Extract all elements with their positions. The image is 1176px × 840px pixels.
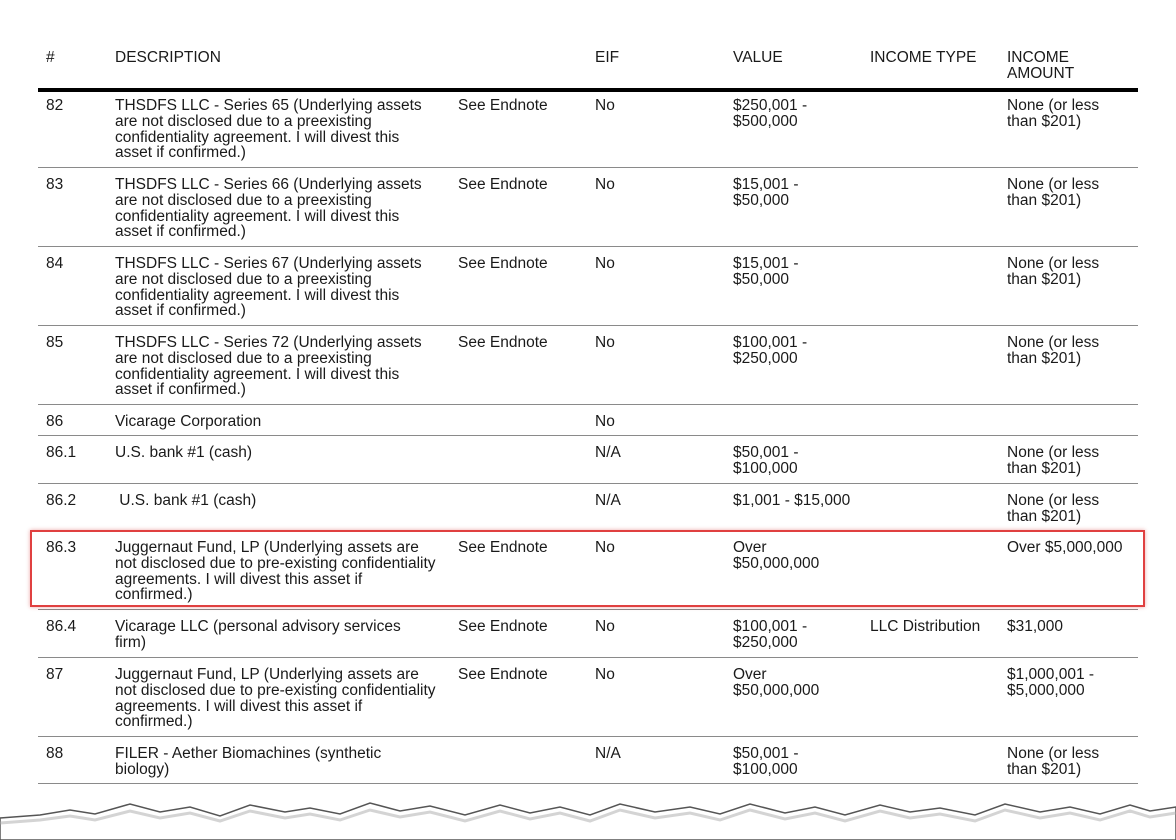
row-eif: N/A <box>595 492 621 509</box>
row-income-amount-line: $5,000,000 <box>1007 681 1085 699</box>
torn-edge <box>0 790 1176 840</box>
row-description-line: Juggernaut Fund, LP (Underlying assets are <box>115 666 419 683</box>
row-value-line: $50,000,000 <box>733 554 820 572</box>
row-income-amount <box>1007 98 1099 130</box>
row-value-line: $50,000 <box>733 270 790 288</box>
row-description-line: asset if confirmed.) <box>115 223 246 241</box>
row-income-amount-line: None (or less <box>1007 745 1100 762</box>
row-eif: No <box>595 334 615 351</box>
row-value <box>733 619 807 651</box>
row-description <box>115 98 422 161</box>
row-num: 88 <box>46 745 64 762</box>
row-value <box>733 667 819 699</box>
row-description-line: are not disclosed due to a preexisting <box>115 349 372 367</box>
header-description: DESCRIPTION <box>115 49 221 66</box>
row-description-line: Vicarage LLC (personal advisory services <box>115 618 401 635</box>
row-value-line: $50,001 - <box>733 444 799 461</box>
row-num: 87 <box>46 666 64 683</box>
table-row <box>38 167 1138 247</box>
row-income-amount-line: None (or less <box>1007 444 1100 461</box>
row-description-line: confidentiality agreement. I will divest this <box>115 286 400 304</box>
row-income-amount <box>1007 493 1099 525</box>
row-description <box>115 177 422 240</box>
row-note: See Endnote <box>458 618 548 635</box>
row-value-line: Over <box>733 539 767 556</box>
row-note: See Endnote <box>458 334 548 351</box>
row-description-line: not disclosed due to pre-existing confidentiality <box>115 681 436 699</box>
header-value: VALUE <box>733 49 783 66</box>
row-value-line: $100,001 - <box>733 618 808 635</box>
table-row <box>38 435 1138 484</box>
row-description-line: are not disclosed due to a preexisting <box>115 112 372 130</box>
table-row <box>38 657 1138 737</box>
row-income-amount-line: None (or less <box>1007 176 1100 193</box>
row-num: 83 <box>46 176 64 193</box>
row-value-line: Over <box>733 666 767 683</box>
row-description-line: confirmed.) <box>115 713 193 731</box>
row-num: 86.4 <box>46 618 77 635</box>
row-description-line: FILER - Aether Biomachines (synthetic <box>115 745 382 762</box>
row-income-amount-line: None (or less <box>1007 255 1100 272</box>
row-num: 86.1 <box>46 444 77 461</box>
row-eif: No <box>595 539 615 556</box>
row-description-line: confirmed.) <box>115 586 193 604</box>
row-value-line: $100,000 <box>733 459 798 477</box>
row-income-amount-line: than $201) <box>1007 112 1082 130</box>
row-description <box>115 493 256 509</box>
row-value-line: $500,000 <box>733 112 798 130</box>
row-description-line: agreements. I will divest this asset if <box>115 697 363 715</box>
row-description-line: THSDFS LLC - Series 65 (Underlying assets <box>115 97 422 114</box>
row-description-line: confidentiality agreement. I will divest this <box>115 207 400 225</box>
header-income-amount-line: INCOME <box>1007 49 1069 66</box>
row-value <box>733 746 799 778</box>
row-value-line: $50,001 - <box>733 745 799 762</box>
row-description <box>115 619 401 651</box>
row-description-line: Vicarage Corporation <box>115 413 262 430</box>
row-income-amount-line: None (or less <box>1007 334 1100 351</box>
row-income-amount <box>1007 619 1063 635</box>
row-note: See Endnote <box>458 539 548 556</box>
row-description-line: Juggernaut Fund, LP (Underlying assets are <box>115 539 419 556</box>
row-income-amount-line: than $201) <box>1007 507 1082 525</box>
row-value-line: $50,000,000 <box>733 681 820 699</box>
table-row <box>38 736 1138 784</box>
row-description <box>115 746 381 778</box>
row-value-line: $50,000 <box>733 191 790 209</box>
header-num: # <box>46 49 55 66</box>
row-value-line: $100,000 <box>733 760 798 778</box>
row-note: See Endnote <box>458 97 548 114</box>
row-description-line: THSDFS LLC - Series 67 (Underlying assets <box>115 255 422 272</box>
row-description <box>115 256 422 319</box>
row-income-amount-line: None (or less <box>1007 492 1100 509</box>
row-income-amount-line: than $201) <box>1007 459 1082 477</box>
row-note: See Endnote <box>458 255 548 272</box>
row-num: 82 <box>46 97 64 114</box>
row-income-amount-line: than $201) <box>1007 270 1082 288</box>
row-value-line: $15,001 - <box>733 176 799 193</box>
row-income-amount <box>1007 177 1099 209</box>
row-income-amount <box>1007 667 1094 699</box>
row-num: 84 <box>46 255 64 272</box>
row-eif: No <box>595 97 615 114</box>
row-value-line: $1,001 - $15,000 <box>733 492 851 509</box>
row-income-amount-line: than $201) <box>1007 349 1082 367</box>
table-row <box>38 246 1138 326</box>
row-note: See Endnote <box>458 176 548 193</box>
row-description-line: are not disclosed due to a preexisting <box>115 270 372 288</box>
row-num: 86 <box>46 413 64 430</box>
row-description-line: firm) <box>115 633 146 651</box>
row-description <box>115 445 252 461</box>
row-income-amount-line: $1,000,001 - <box>1007 666 1095 683</box>
header-eif: EIF <box>595 49 620 66</box>
highlight-box <box>30 530 1145 607</box>
row-income-amount <box>1007 746 1099 778</box>
row-description-line: confidentiality agreement. I will divest this <box>115 365 400 383</box>
row-description <box>115 414 261 430</box>
row-income-amount-line: than $201) <box>1007 760 1082 778</box>
row-value-line: $15,001 - <box>733 255 799 272</box>
row-description <box>115 335 422 398</box>
row-description-line: U.S. bank #1 (cash) <box>115 492 257 509</box>
table-row <box>38 325 1138 405</box>
row-value-line: $250,000 <box>733 349 798 367</box>
row-income-amount-line: than $201) <box>1007 191 1082 209</box>
row-description-line: are not disclosed due to a preexisting <box>115 191 372 209</box>
row-num: 85 <box>46 334 64 351</box>
row-description-line: biology) <box>115 760 170 778</box>
row-eif: No <box>595 413 615 430</box>
row-eif: N/A <box>595 444 621 461</box>
row-num: 86.2 <box>46 492 77 509</box>
row-eif: No <box>595 176 615 193</box>
row-value <box>733 493 850 509</box>
row-note: See Endnote <box>458 666 548 683</box>
row-value <box>733 98 807 130</box>
row-value-line: $100,001 - <box>733 334 808 351</box>
header-income-amount <box>1007 50 1074 82</box>
header-income-type: INCOME TYPE <box>870 49 977 66</box>
row-eif: No <box>595 618 615 635</box>
row-num: 86.3 <box>46 539 77 556</box>
row-value-line: $250,001 - <box>733 97 808 114</box>
table-header <box>38 0 1138 92</box>
row-description-line: asset if confirmed.) <box>115 144 246 162</box>
row-value <box>733 335 807 367</box>
row-description-line: U.S. bank #1 (cash) <box>115 444 252 461</box>
row-eif: No <box>595 666 615 683</box>
table-row <box>38 609 1138 658</box>
row-value <box>733 177 799 209</box>
row-description-line: THSDFS LLC - Series 72 (Underlying assets <box>115 334 422 351</box>
header-income-amount-line: AMOUNT <box>1007 64 1075 82</box>
row-value <box>733 256 799 288</box>
row-description-line: not disclosed due to pre-existing confidentiality <box>115 554 436 572</box>
row-eif: N/A <box>595 745 621 762</box>
row-value-line: $250,000 <box>733 633 798 651</box>
row-description-line: asset if confirmed.) <box>115 381 246 399</box>
row-description-line: THSDFS LLC - Series 66 (Underlying assets <box>115 176 422 193</box>
row-income-amount <box>1007 335 1099 367</box>
row-description-line: confidentiality agreement. I will divest this <box>115 128 400 146</box>
row-income-amount-line: Over $5,000,000 <box>1007 539 1123 556</box>
row-income-amount <box>1007 445 1099 477</box>
row-income-amount <box>1007 256 1099 288</box>
row-income-amount-line: $31,000 <box>1007 618 1064 635</box>
row-value <box>733 445 799 477</box>
table-row <box>38 483 1138 531</box>
row-description-line: asset if confirmed.) <box>115 302 246 320</box>
row-eif: No <box>595 255 615 272</box>
table-row <box>38 404 1138 436</box>
row-description <box>115 667 436 730</box>
row-income-type: LLC Distribution <box>870 618 981 635</box>
table-row <box>38 88 1138 168</box>
row-income-amount-line: None (or less <box>1007 97 1100 114</box>
row-description-line: agreements. I will divest this asset if <box>115 570 363 588</box>
